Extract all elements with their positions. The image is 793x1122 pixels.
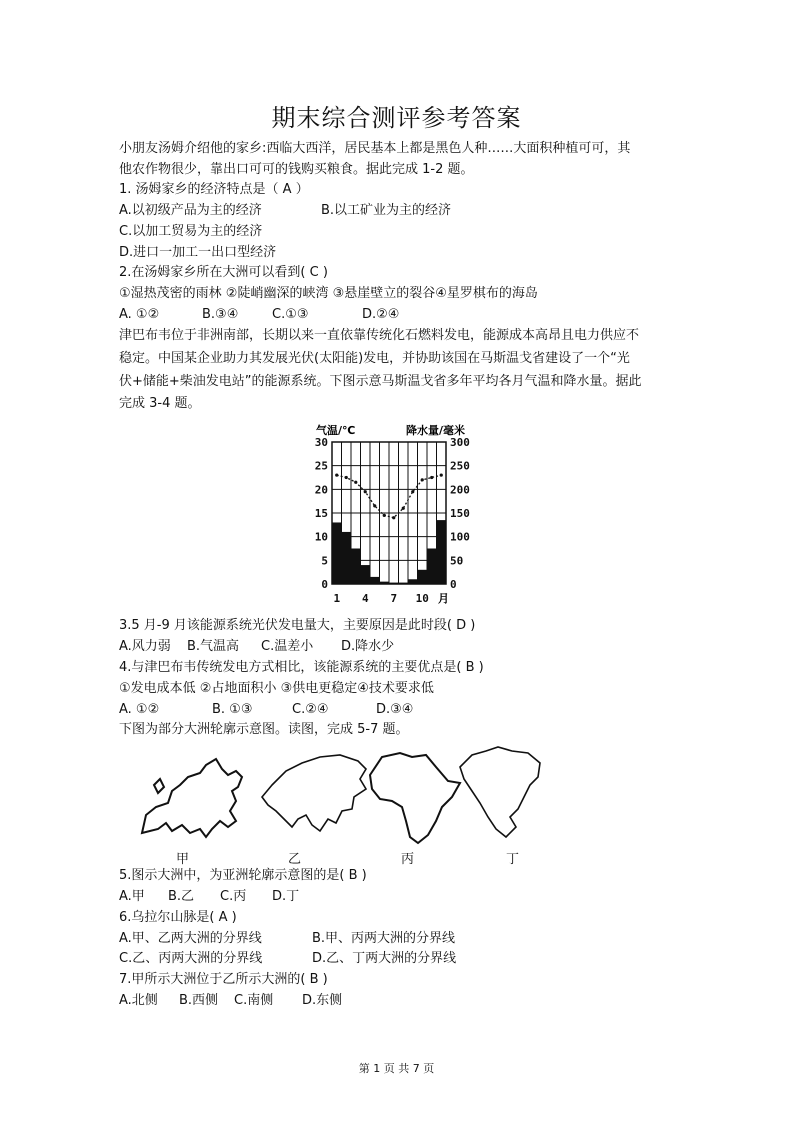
chart-precip-bar [437, 520, 447, 584]
q1-options-ab [119, 202, 451, 220]
chart-right-axis-label: 降水量/毫米 [406, 424, 466, 437]
chart-left-axis-label: 气温/℃ [316, 424, 356, 437]
chart-right-tick-label: 200 [450, 483, 470, 497]
chart-left-ticks [315, 436, 328, 591]
q4-option-b: B. ①③ [212, 702, 253, 717]
q6-option-a: A.甲、乙两大洲的分界线 [119, 931, 262, 946]
chart-precip-bar [370, 577, 380, 584]
chart-x-axis-label: 月 [438, 592, 449, 605]
chart-left-tick-label: 15 [314, 507, 328, 520]
page-title: 期末综合测评参考答案 [271, 104, 522, 132]
q4-stem: 4.与津巴布韦传统发电方式相比，该能源系统的主要优点是( B ) [119, 660, 484, 675]
chart-precip-bar [342, 532, 352, 584]
chart-temp-point [402, 507, 405, 510]
q6-option-c: C.乙、丙两大洲的分界线 [119, 951, 263, 966]
q3-options [119, 638, 394, 656]
intro-2-line-1: 津巴布韦位于非洲南部，长期以来一直依靠传统化石燃料发电，能源成本高昂且电力供应不 [119, 328, 640, 343]
chart-temp-point [430, 476, 433, 479]
chart-left-tick-label: 20 [314, 483, 328, 497]
q2-stem: 2.在汤姆家乡所在大洲可以看到( C ) [119, 265, 328, 280]
q5-option-d: D.丁 [272, 889, 300, 904]
chart-precip-bar [332, 522, 342, 584]
chart-right-tick-label: 50 [450, 554, 464, 568]
continent-asia-outline [262, 755, 366, 831]
chart-temp-point [335, 474, 338, 477]
chart-precip-bar [361, 565, 371, 584]
q1-option-c: C.以加工贸易为主的经济 [119, 224, 263, 239]
q6-options-cd [119, 950, 456, 968]
q1-option-b: B.以工矿业为主的经济 [321, 203, 452, 218]
chart-temp-point [383, 514, 386, 517]
map-label-jia: 甲 [176, 852, 190, 867]
q5-option-c: C.丙 [220, 889, 247, 904]
q1-option-d: D.进口一加工一出口型经济 [119, 245, 277, 260]
chart-x-tick-label: 10 [415, 592, 429, 605]
intro-1-line-1: 小朋友汤姆介绍他的家乡:西临大西洋，居民基本上都是黑色人种……大面积种植可可，其 [119, 141, 631, 156]
q7-option-a: A.北侧 [119, 993, 158, 1008]
q4-option-a: A. ①② [119, 702, 160, 717]
chart-left-tick-label: 5 [321, 554, 328, 568]
q3-option-c: C.温差小 [261, 639, 314, 654]
chart-x-tick-label: 7 [390, 592, 398, 605]
intro-1-line-2: 他农作物很少，靠出口可可的钱购买粮食。据此完成 1-2 题。 [119, 162, 474, 177]
chart-temp-point [440, 474, 443, 477]
chart-right-tick-label: 100 [450, 530, 470, 544]
chart-right-tick-label: 0 [450, 578, 457, 591]
chart-temp-point [345, 476, 348, 479]
intro-3: 下图为部分大洲轮廓示意图。读图，完成 5-7 题。 [119, 722, 409, 737]
chart-left-tick-label: 0 [321, 578, 328, 591]
q2-option-c: C.①③ [272, 307, 309, 322]
chart-left-tick-label: 25 [314, 459, 328, 473]
q3-option-d: D.降水少 [341, 639, 395, 654]
q2-option-d: D.②④ [362, 307, 400, 322]
q1-stem: 1. 汤姆家乡的经济特点是（ A ） [119, 182, 309, 197]
page-footer: 第 1 页 共 7 页 [358, 1062, 435, 1075]
continent-africa-outline [370, 753, 460, 843]
chart-right-ticks [450, 436, 470, 591]
intro-2-line-4: 完成 3-4 题。 [119, 396, 201, 411]
q7-stem: 7.甲所示大洲位于乙所示大洲的( B ) [119, 972, 328, 987]
q5-options [119, 888, 299, 906]
intro-2-line-2: 稳定。中国某企业助力其发展光伏(太阳能)发电，并协助该国在马斯温戈省建设了一个“光 [119, 351, 630, 366]
chart-temp-point [411, 490, 414, 493]
chart-x-tick-label: 1 [333, 592, 341, 605]
q3-option-a: A.风力弱 [119, 639, 171, 654]
q1-option-a: A.以初级产品为主的经济 [119, 203, 262, 218]
map-label-ding: 丁 [506, 852, 520, 867]
q2-option-b: B.③④ [202, 307, 239, 322]
continent-outlines-figure [130, 745, 560, 845]
continent-europe-outline [142, 759, 242, 837]
continent-north-america-outline [460, 747, 540, 837]
q6-option-b: B.甲、丙两大洲的分界线 [312, 931, 456, 946]
chart-left-tick-label: 10 [314, 530, 328, 544]
q7-options [119, 992, 342, 1010]
chart-precip-bar [427, 549, 437, 585]
chart-right-tick-label: 300 [450, 436, 470, 449]
chart-precip-bar [351, 549, 361, 585]
q4-items: ①发电成本低 ②占地面积小 ③供电更稳定④技术要求低 [119, 681, 434, 696]
q3-option-b: B.气温高 [187, 639, 240, 654]
q2-options [119, 306, 399, 324]
chart-temp-point [364, 490, 367, 493]
map-label-yi: 乙 [288, 852, 302, 867]
chart-precip-bar [418, 570, 428, 584]
q2-option-a: A. ①② [119, 307, 160, 322]
q7-option-d: D.东侧 [302, 993, 343, 1008]
q2-items: ①湿热茂密的雨林 ②陡峭幽深的峡湾 ③悬崖壁立的裂谷④星罗棋布的海岛 [119, 286, 538, 301]
chart-x-tick-label: 4 [361, 592, 369, 605]
chart-right-tick-label: 150 [450, 507, 470, 520]
q4-option-d: D.③④ [376, 702, 414, 717]
continent-europe-island [154, 779, 164, 793]
q5-option-b: B.乙 [168, 889, 195, 904]
q3-stem: 3.5 月-9 月该能源系统光伏发电量大，主要原因是此时段( D ) [119, 618, 476, 633]
intro-2-line-3: 伏+储能+柴油发电站”的能源系统。下图示意马斯温戈省多年平均各月气温和降水量。据此 [119, 374, 642, 389]
q6-option-d: D.乙、丁两大洲的分界线 [312, 951, 457, 966]
q5-option-a: A.甲 [119, 889, 145, 904]
q5-stem: 5.图示大洲中，为亚洲轮廓示意图的是( B ) [119, 868, 367, 883]
chart-right-tick-label: 250 [450, 459, 470, 473]
chart-temp-point [354, 481, 357, 484]
q7-option-b: B.西侧 [179, 993, 219, 1008]
q6-options-ab [119, 930, 455, 948]
chart-left-tick-label: 30 [314, 436, 328, 449]
q7-option-c: C.南侧 [234, 993, 274, 1008]
climate-chart [300, 420, 500, 610]
chart-x-ticks [333, 592, 428, 605]
q4-options [119, 701, 413, 719]
map-label-bing: 丙 [401, 852, 415, 867]
q6-stem: 6.乌拉尔山脉是( A ) [119, 910, 237, 925]
chart-temp-point [421, 478, 424, 481]
chart-temp-point [392, 516, 395, 519]
chart-temp-point [373, 504, 376, 507]
q4-option-c: C.②④ [292, 702, 329, 717]
